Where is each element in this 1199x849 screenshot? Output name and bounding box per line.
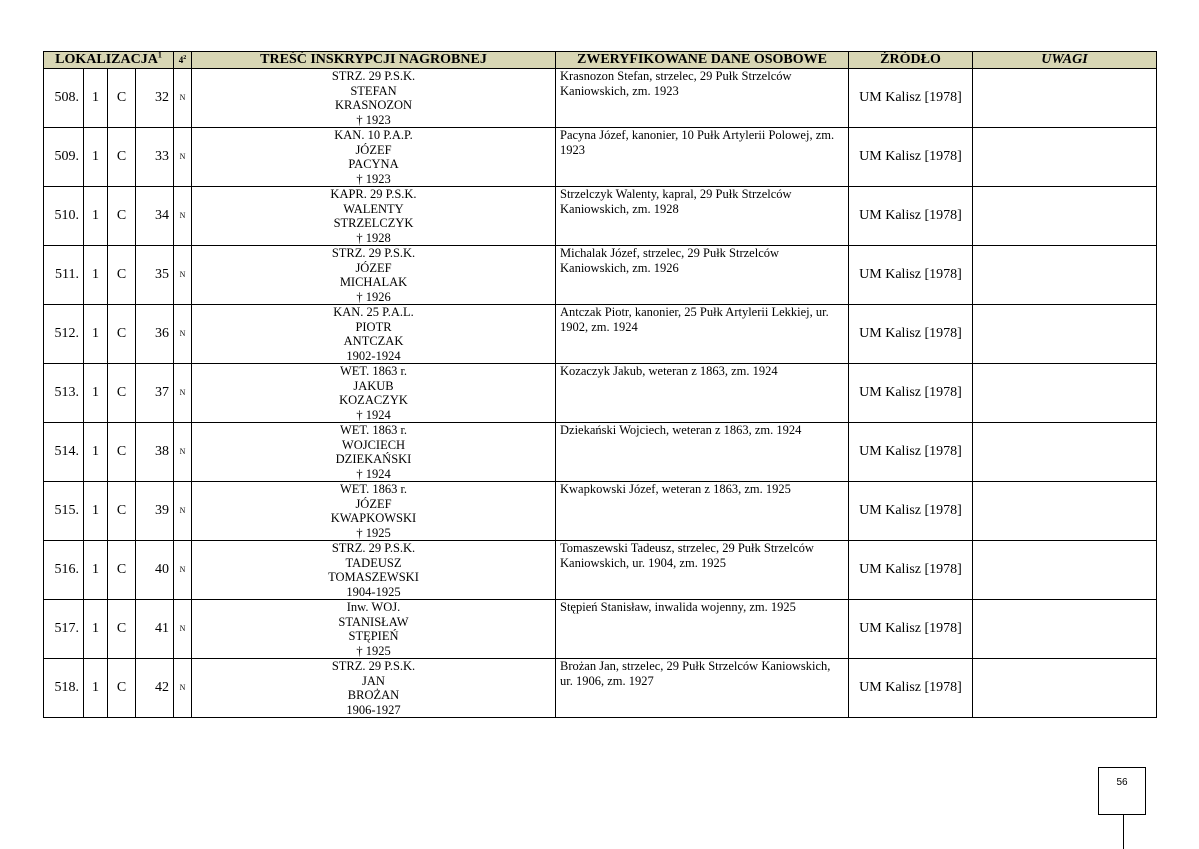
inscription-line: KOZACZYK	[339, 393, 408, 407]
table-row	[44, 482, 1157, 541]
row-letter: C	[108, 69, 136, 128]
burial-register-table	[43, 51, 1157, 718]
inscription-line: † 1925	[356, 525, 391, 540]
table-row	[44, 128, 1157, 187]
table-row	[44, 423, 1157, 482]
inscription-line: STRZ. 29 P.S.K.	[331, 69, 416, 83]
record-flag: N	[174, 482, 192, 541]
section-number: 1	[84, 128, 108, 187]
header-source: ŹRÓDŁO	[849, 52, 973, 69]
grave-position: 41	[136, 600, 174, 659]
header-lokalizacja-label: LOKALIZACJA	[55, 51, 158, 67]
row-letter: C	[108, 128, 136, 187]
notes-cell	[973, 128, 1157, 187]
section-number: 1	[84, 246, 108, 305]
record-flag: N	[174, 128, 192, 187]
inscription-line: BROŻAN	[347, 688, 400, 702]
inscription-line: WET. 1863 r.	[339, 423, 408, 437]
grave-position: 35	[136, 246, 174, 305]
inscription-line: JAKUB	[353, 378, 394, 393]
row-letter: C	[108, 659, 136, 718]
inscription-line: † 1924	[356, 407, 391, 422]
inscription-cell	[192, 364, 556, 423]
header-row	[44, 52, 1157, 69]
grave-position: 32	[136, 69, 174, 128]
verified-data-cell: Brożan Jan, strzelec, 29 Pułk Strzelców Kaniowskich, ur. 1906, zm. 1927	[556, 659, 849, 718]
table-header	[44, 52, 1157, 69]
notes-cell	[973, 482, 1157, 541]
inscription-line: 1906-1927	[346, 702, 401, 717]
row-letter: C	[108, 305, 136, 364]
inscription-line: JÓZEF	[355, 142, 392, 157]
page-number-rule	[1123, 815, 1124, 849]
notes-cell	[973, 600, 1157, 659]
table-row	[44, 541, 1157, 600]
header-flag	[174, 52, 192, 69]
inscription-line: JAN	[362, 673, 385, 688]
record-number: 512.	[44, 305, 84, 364]
section-number: 1	[84, 600, 108, 659]
inscription-cell	[192, 600, 556, 659]
inscription-line: 1904-1925	[346, 584, 401, 599]
source-cell: UM Kalisz [1978]	[849, 364, 973, 423]
inscription-cell	[192, 128, 556, 187]
verified-data-cell: Kozaczyk Jakub, weteran z 1863, zm. 1924	[556, 364, 849, 423]
record-number: 514.	[44, 423, 84, 482]
record-number: 508.	[44, 69, 84, 128]
source-cell: UM Kalisz [1978]	[849, 659, 973, 718]
inscription-cell	[192, 482, 556, 541]
record-flag: N	[174, 187, 192, 246]
inscription-line: WET. 1863 r.	[339, 482, 408, 496]
inscription-cell	[192, 659, 556, 718]
table-row	[44, 187, 1157, 246]
record-number: 518.	[44, 659, 84, 718]
inscription-line: 1902-1924	[346, 348, 401, 363]
record-flag: N	[174, 541, 192, 600]
inscription-line: KAN. 25 P.A.L.	[333, 305, 414, 319]
header-verified-data: ZWERYFIKOWANE DANE OSOBOWE	[556, 52, 849, 69]
record-flag: N	[174, 423, 192, 482]
inscription-cell	[192, 69, 556, 128]
inscription-line: † 1923	[356, 112, 391, 127]
inscription-cell	[192, 187, 556, 246]
header-notes: UWAGI	[973, 52, 1157, 69]
inscription-line: KWAPKOWSKI	[330, 511, 417, 525]
verified-data-cell: Tomaszewski Tadeusz, strzelec, 29 Pułk Strzelców Kaniowskich, ur. 1904, zm. 1925	[556, 541, 849, 600]
section-number: 1	[84, 187, 108, 246]
header-inscription: TREŚĆ INSKRYPCJI NAGROBNEJ	[192, 52, 556, 69]
record-number: 513.	[44, 364, 84, 423]
table-row	[44, 600, 1157, 659]
record-number: 509.	[44, 128, 84, 187]
record-flag: N	[174, 364, 192, 423]
table-row	[44, 659, 1157, 718]
inscription-line: STRZELCZYK	[333, 216, 414, 230]
verified-data-cell: Pacyna Józef, kanonier, 10 Pułk Artylerii Polowej, zm. 1923	[556, 128, 849, 187]
grave-position: 37	[136, 364, 174, 423]
inscription-line: KAPR. 29 P.S.K.	[330, 187, 417, 201]
row-letter: C	[108, 482, 136, 541]
page-number-box	[1098, 767, 1146, 815]
page-number: 56	[1116, 777, 1128, 788]
inscription-line: STRZ. 29 P.S.K.	[331, 246, 416, 260]
inscription-line: KAN. 10 P.A.P.	[334, 128, 413, 142]
inscription-line: STRZ. 29 P.S.K.	[331, 659, 416, 673]
record-number: 511.	[44, 246, 84, 305]
row-letter: C	[108, 246, 136, 305]
source-cell: UM Kalisz [1978]	[849, 69, 973, 128]
notes-cell	[973, 69, 1157, 128]
header-lokalizacja	[44, 52, 174, 69]
inscription-cell	[192, 541, 556, 600]
verified-data-cell: Kwapkowski Józef, weteran z 1863, zm. 1925	[556, 482, 849, 541]
section-number: 1	[84, 305, 108, 364]
table-row	[44, 305, 1157, 364]
verified-data-cell: Krasnozon Stefan, strzelec, 29 Pułk Strzelców Kaniowskich, zm. 1923	[556, 69, 849, 128]
inscription-line: KRASNOZON	[334, 98, 413, 112]
source-cell: UM Kalisz [1978]	[849, 600, 973, 659]
inscription-line: JÓZEF	[355, 260, 392, 275]
row-letter: C	[108, 187, 136, 246]
notes-cell	[973, 187, 1157, 246]
inscription-line: † 1928	[356, 230, 391, 245]
grave-position: 40	[136, 541, 174, 600]
inscription-line: † 1923	[356, 171, 391, 186]
inscription-line: TADEUSZ	[345, 555, 402, 570]
inscription-line: MICHALAK	[339, 275, 408, 289]
grave-position: 39	[136, 482, 174, 541]
grave-position: 38	[136, 423, 174, 482]
record-number: 515.	[44, 482, 84, 541]
inscription-line: WOJCIECH	[341, 437, 406, 452]
notes-cell	[973, 423, 1157, 482]
grave-position: 34	[136, 187, 174, 246]
section-number: 1	[84, 69, 108, 128]
row-letter: C	[108, 364, 136, 423]
record-flag: N	[174, 69, 192, 128]
source-cell: UM Kalisz [1978]	[849, 305, 973, 364]
inscription-cell	[192, 246, 556, 305]
verified-data-cell: Strzelczyk Walenty, kapral, 29 Pułk Strzelców Kaniowskich, zm. 1928	[556, 187, 849, 246]
table-body	[44, 69, 1157, 718]
inscription-line: † 1924	[356, 466, 391, 481]
section-number: 1	[84, 541, 108, 600]
record-number: 517.	[44, 600, 84, 659]
record-flag: N	[174, 246, 192, 305]
source-cell: UM Kalisz [1978]	[849, 482, 973, 541]
source-cell: UM Kalisz [1978]	[849, 541, 973, 600]
section-number: 1	[84, 423, 108, 482]
inscription-line: DZIEKAŃSKI	[335, 452, 412, 466]
inscription-line: STEFAN	[350, 83, 397, 98]
inscription-line: WET. 1863 r.	[339, 364, 408, 378]
row-letter: C	[108, 423, 136, 482]
row-letter: C	[108, 541, 136, 600]
inscription-line: Inw. WOJ.	[346, 600, 401, 614]
table-row	[44, 246, 1157, 305]
notes-cell	[973, 364, 1157, 423]
inscription-line: † 1926	[356, 289, 391, 304]
row-letter: C	[108, 600, 136, 659]
inscription-line: JÓZEF	[355, 496, 392, 511]
source-cell: UM Kalisz [1978]	[849, 246, 973, 305]
verified-data-cell: Stępień Stanisław, inwalida wojenny, zm. 1925	[556, 600, 849, 659]
grave-position: 42	[136, 659, 174, 718]
inscription-line: STĘPIEŃ	[348, 629, 399, 643]
section-number: 1	[84, 364, 108, 423]
source-cell: UM Kalisz [1978]	[849, 423, 973, 482]
inscription-line: STANISŁAW	[338, 614, 409, 629]
section-number: 1	[84, 659, 108, 718]
header-lokalizacja-footnote: 1	[157, 50, 162, 60]
source-cell: UM Kalisz [1978]	[849, 128, 973, 187]
inscription-cell	[192, 423, 556, 482]
record-number: 516.	[44, 541, 84, 600]
notes-cell	[973, 659, 1157, 718]
inscription-line: PACYNA	[348, 157, 399, 171]
grave-position: 36	[136, 305, 174, 364]
inscription-cell	[192, 305, 556, 364]
record-flag: N	[174, 305, 192, 364]
notes-cell	[973, 305, 1157, 364]
inscription-line: STRZ. 29 P.S.K.	[331, 541, 416, 555]
record-flag: N	[174, 600, 192, 659]
record-number: 510.	[44, 187, 84, 246]
inscription-line: † 1925	[356, 643, 391, 658]
inscription-line: WALENTY	[343, 201, 404, 216]
inscription-line: TOMASZEWSKI	[328, 570, 419, 584]
table-row	[44, 364, 1157, 423]
record-flag: N	[174, 659, 192, 718]
notes-cell	[973, 246, 1157, 305]
grave-position: 33	[136, 128, 174, 187]
inscription-line: PIOTR	[355, 319, 392, 334]
notes-cell	[973, 541, 1157, 600]
header-flag-footnote: 2	[183, 54, 187, 61]
verified-data-cell: Antczak Piotr, kanonier, 25 Pułk Artylerii Lekkiej, ur. 1902, zm. 1924	[556, 305, 849, 364]
verified-data-cell: Michalak Józef, strzelec, 29 Pułk Strzelców Kaniowskich, zm. 1926	[556, 246, 849, 305]
table-row	[44, 69, 1157, 128]
source-cell: UM Kalisz [1978]	[849, 187, 973, 246]
header-flag-label: 4	[178, 54, 184, 65]
verified-data-cell: Dziekański Wojciech, weteran z 1863, zm. 1924	[556, 423, 849, 482]
inscription-line: ANTCZAK	[343, 334, 404, 348]
section-number: 1	[84, 482, 108, 541]
